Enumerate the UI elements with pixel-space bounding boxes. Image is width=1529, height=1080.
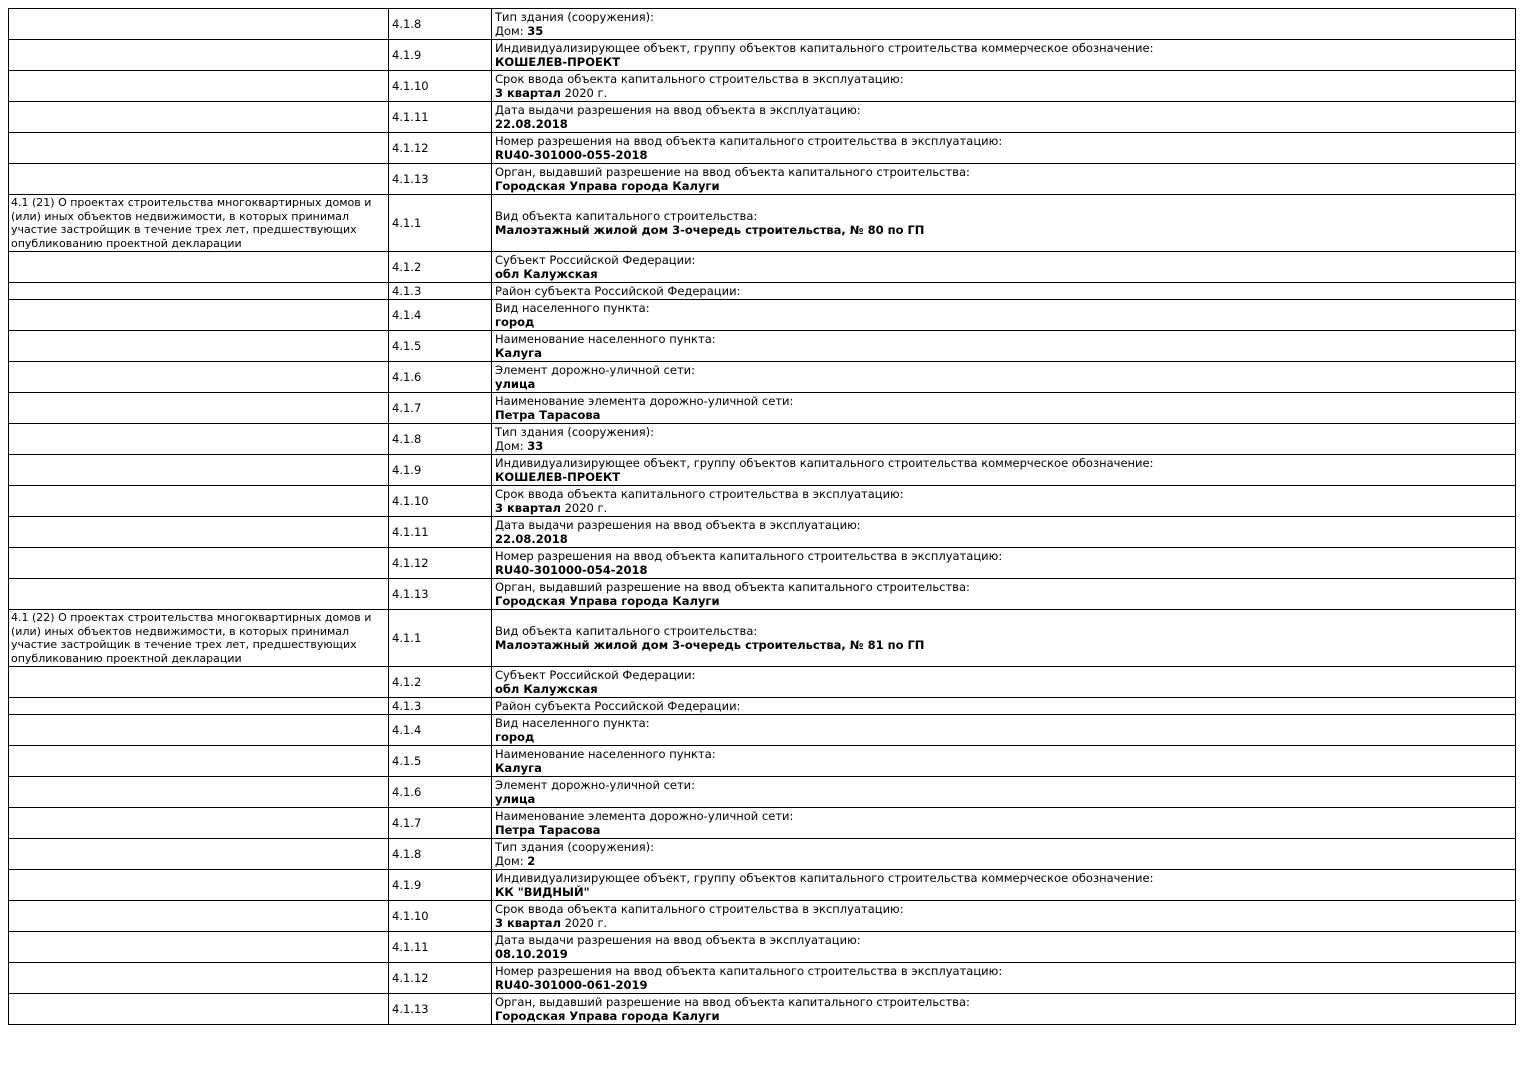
table-row — [9, 579, 1516, 610]
table-row — [9, 9, 1516, 40]
row-value — [495, 885, 1512, 899]
row-value-bold: город — [495, 315, 535, 329]
row-value-bold: 3 квартал — [495, 501, 561, 515]
section-description-empty — [9, 667, 389, 698]
table-row — [9, 424, 1516, 455]
section-description-empty — [9, 164, 389, 195]
row-value — [495, 117, 1512, 131]
row-content — [492, 133, 1516, 164]
row-code: 4.1.1 — [389, 195, 492, 252]
row-label: Наименование элемента дорожно-уличной сети: — [495, 809, 794, 823]
section-description-empty — [9, 300, 389, 331]
row-content — [492, 610, 1516, 667]
row-code: 4.1.12 — [389, 548, 492, 579]
row-code: 4.1.7 — [389, 393, 492, 424]
row-label: Дата выдачи разрешения на ввод объекта в эксплуатацию: — [495, 518, 861, 532]
row-value — [495, 223, 1512, 237]
row-code: 4.1.5 — [389, 331, 492, 362]
row-value-prefix: Дом: — [495, 854, 528, 868]
row-value-bold: улица — [495, 377, 536, 391]
row-label: Наименование населенного пункта: — [495, 747, 716, 761]
row-code: 4.1.8 — [389, 9, 492, 40]
row-value — [495, 823, 1512, 837]
row-label: Индивидуализирующее объект, группу объектов капитального строительства коммерческое обозначение: — [495, 871, 1154, 885]
row-code: 4.1.2 — [389, 667, 492, 698]
row-value — [495, 916, 1512, 930]
row-content — [492, 283, 1516, 300]
row-value — [495, 315, 1512, 329]
section-description — [9, 9, 389, 40]
row-value — [495, 947, 1512, 961]
row-content — [492, 486, 1516, 517]
table-row — [9, 715, 1516, 746]
table-row — [9, 808, 1516, 839]
row-value-bold: RU40-301000-054-2018 — [495, 563, 648, 577]
section-description-empty — [9, 517, 389, 548]
row-value — [495, 86, 1512, 100]
row-label: Срок ввода объекта капитального строительства в эксплуатацию: — [495, 902, 904, 916]
row-label: Номер разрешения на ввод объекта капитального строительства в эксплуатацию: — [495, 134, 1003, 148]
section-description-empty — [9, 715, 389, 746]
row-value-bold: 2 — [527, 854, 536, 868]
row-value-bold: 08.10.2019 — [495, 947, 568, 961]
section-description-empty — [9, 331, 389, 362]
row-code: 4.1.5 — [389, 746, 492, 777]
row-value-bold: город — [495, 730, 535, 744]
row-value — [495, 148, 1512, 162]
row-value-bold: Малоэтажный жилой дом 3-очередь строительства, № 80 по ГП — [495, 223, 925, 237]
row-label: Орган, выдавший разрешение на ввод объекта капитального строительства: — [495, 995, 970, 1009]
row-content — [492, 517, 1516, 548]
section-description-empty — [9, 393, 389, 424]
row-content — [492, 839, 1516, 870]
row-value — [495, 470, 1512, 484]
row-label: Тип здания (сооружения): — [495, 10, 655, 24]
row-content — [492, 777, 1516, 808]
row-content — [492, 994, 1516, 1025]
row-code: 4.1.10 — [389, 486, 492, 517]
row-content — [492, 746, 1516, 777]
section-description: 4.1 (21) О проектах строительства многоквартирных домов и (или) иных объектов недвижимости, в которых принимал участие застройщик в течение трех лет, предшествующих опубликованию проектной декларации — [9, 195, 389, 252]
row-value — [495, 179, 1512, 193]
row-value — [495, 501, 1512, 515]
declaration-table-body — [9, 9, 1516, 1025]
section-description-empty — [9, 133, 389, 164]
row-label: Номер разрешения на ввод объекта капитального строительства в эксплуатацию: — [495, 549, 1003, 563]
row-content — [492, 362, 1516, 393]
section-description-empty — [9, 486, 389, 517]
row-value-bold: улица — [495, 792, 536, 806]
row-code: 4.1.4 — [389, 715, 492, 746]
section-description-empty — [9, 870, 389, 901]
table-row — [9, 994, 1516, 1025]
table-row — [9, 393, 1516, 424]
table-row — [9, 667, 1516, 698]
row-value-prefix: Дом: — [495, 24, 528, 38]
row-value — [495, 638, 1512, 652]
row-label: Вид объекта капитального строительства: — [495, 624, 758, 638]
row-value — [495, 594, 1512, 608]
row-label: Субъект Российской Федерации: — [495, 253, 696, 267]
row-code: 4.1.4 — [389, 300, 492, 331]
section-description-empty — [9, 808, 389, 839]
table-row — [9, 901, 1516, 932]
row-value-suffix: 2020 г. — [560, 916, 608, 930]
row-content — [492, 698, 1516, 715]
row-value-bold: обл Калужская — [495, 682, 598, 696]
row-value — [495, 346, 1512, 360]
row-content — [492, 393, 1516, 424]
section-description-empty — [9, 901, 389, 932]
row-code: 4.1.10 — [389, 901, 492, 932]
row-value — [495, 563, 1512, 577]
table-row — [9, 517, 1516, 548]
table-row — [9, 610, 1516, 667]
row-value — [495, 761, 1512, 775]
row-value-bold: 22.08.2018 — [495, 532, 568, 546]
row-content — [492, 9, 1516, 40]
table-row — [9, 71, 1516, 102]
row-label: Срок ввода объекта капитального строительства в эксплуатацию: — [495, 72, 904, 86]
row-value-suffix: 2020 г. — [560, 86, 608, 100]
row-content — [492, 40, 1516, 71]
row-code: 4.1.7 — [389, 808, 492, 839]
section-description-empty — [9, 71, 389, 102]
row-value — [495, 682, 1512, 696]
table-row — [9, 486, 1516, 517]
row-content — [492, 870, 1516, 901]
section-description-empty — [9, 579, 389, 610]
row-label: Тип здания (сооружения): — [495, 840, 655, 854]
row-content — [492, 102, 1516, 133]
row-value-bold: Малоэтажный жилой дом 3-очередь строительства, № 81 по ГП — [495, 638, 925, 652]
table-row — [9, 300, 1516, 331]
section-description-empty — [9, 40, 389, 71]
row-code: 4.1.10 — [389, 71, 492, 102]
row-content — [492, 808, 1516, 839]
row-label: Район субъекта Российской Федерации: — [495, 284, 741, 298]
section-description-empty — [9, 283, 389, 300]
table-row — [9, 164, 1516, 195]
row-label: Субъект Российской Федерации: — [495, 668, 696, 682]
table-row — [9, 698, 1516, 715]
row-label: Орган, выдавший разрешение на ввод объекта капитального строительства: — [495, 580, 970, 594]
table-row — [9, 252, 1516, 283]
row-content — [492, 424, 1516, 455]
row-code: 4.1.1 — [389, 610, 492, 667]
row-label: Вид объекта капитального строительства: — [495, 209, 758, 223]
row-label: Индивидуализирующее объект, группу объектов капитального строительства коммерческое обозначение: — [495, 41, 1154, 55]
section-description-empty — [9, 424, 389, 455]
row-value — [495, 439, 1512, 453]
row-content — [492, 252, 1516, 283]
section-description-empty — [9, 455, 389, 486]
table-row — [9, 362, 1516, 393]
row-content — [492, 667, 1516, 698]
table-row — [9, 746, 1516, 777]
row-label: Вид населенного пункта: — [495, 301, 650, 315]
row-code: 4.1.11 — [389, 102, 492, 133]
table-row — [9, 870, 1516, 901]
table-row — [9, 283, 1516, 300]
section-description-empty — [9, 698, 389, 715]
row-content — [492, 715, 1516, 746]
row-label: Элемент дорожно-уличной сети: — [495, 363, 696, 377]
table-row — [9, 102, 1516, 133]
row-code: 4.1.9 — [389, 455, 492, 486]
row-value — [495, 55, 1512, 69]
section-description-empty — [9, 963, 389, 994]
row-content — [492, 932, 1516, 963]
row-code: 4.1.12 — [389, 963, 492, 994]
table-row — [9, 133, 1516, 164]
row-label: Район субъекта Российской Федерации: — [495, 699, 741, 713]
row-code: 4.1.8 — [389, 424, 492, 455]
row-code: 4.1.6 — [389, 362, 492, 393]
row-code: 4.1.9 — [389, 870, 492, 901]
row-code: 4.1.3 — [389, 698, 492, 715]
row-value-bold: 3 квартал — [495, 86, 561, 100]
row-value-bold: RU40-301000-055-2018 — [495, 148, 648, 162]
table-row — [9, 932, 1516, 963]
section-description-empty — [9, 362, 389, 393]
row-value-bold: Городская Управа города Калуги — [495, 1009, 720, 1023]
row-value-prefix: Дом: — [495, 439, 528, 453]
row-content — [492, 195, 1516, 252]
row-code: 4.1.11 — [389, 932, 492, 963]
row-content — [492, 963, 1516, 994]
declaration-table — [8, 8, 1516, 1025]
row-label: Орган, выдавший разрешение на ввод объекта капитального строительства: — [495, 165, 970, 179]
row-value-bold: 22.08.2018 — [495, 117, 568, 131]
row-value-bold: 3 квартал — [495, 916, 561, 930]
section-description-empty — [9, 932, 389, 963]
table-row — [9, 331, 1516, 362]
row-label: Дата выдачи разрешения на ввод объекта в эксплуатацию: — [495, 103, 861, 117]
row-value-bold: Городская Управа города Калуги — [495, 179, 720, 193]
table-row — [9, 455, 1516, 486]
table-row — [9, 963, 1516, 994]
row-content — [492, 331, 1516, 362]
row-value-bold: Калуга — [495, 346, 542, 360]
row-value-bold: 33 — [527, 439, 544, 453]
row-code: 4.1.13 — [389, 994, 492, 1025]
row-code: 4.1.3 — [389, 283, 492, 300]
row-content — [492, 548, 1516, 579]
section-description-empty — [9, 102, 389, 133]
row-content — [492, 164, 1516, 195]
table-row — [9, 548, 1516, 579]
section-description-empty — [9, 548, 389, 579]
row-content — [492, 71, 1516, 102]
row-code: 4.1.13 — [389, 579, 492, 610]
row-label: Индивидуализирующее объект, группу объектов капитального строительства коммерческое обозначение: — [495, 456, 1154, 470]
section-description-empty — [9, 777, 389, 808]
row-code: 4.1.9 — [389, 40, 492, 71]
row-content — [492, 579, 1516, 610]
row-value-bold: КК "ВИДНЫЙ" — [495, 885, 590, 899]
row-label: Номер разрешения на ввод объекта капитального строительства в эксплуатацию: — [495, 964, 1003, 978]
row-content — [492, 455, 1516, 486]
row-value-suffix: 2020 г. — [560, 501, 608, 515]
row-code: 4.1.2 — [389, 252, 492, 283]
table-row — [9, 40, 1516, 71]
row-value — [495, 792, 1512, 806]
row-code: 4.1.8 — [389, 839, 492, 870]
row-value — [495, 377, 1512, 391]
row-label: Вид населенного пункта: — [495, 716, 650, 730]
row-value — [495, 854, 1512, 868]
row-value-bold: Городская Управа города Калуги — [495, 594, 720, 608]
row-code: 4.1.11 — [389, 517, 492, 548]
row-value-bold: Петра Тарасова — [495, 408, 601, 422]
table-row — [9, 777, 1516, 808]
row-label: Наименование населенного пункта: — [495, 332, 716, 346]
row-label: Тип здания (сооружения): — [495, 425, 655, 439]
row-value-bold: Калуга — [495, 761, 542, 775]
section-description-empty — [9, 839, 389, 870]
row-code: 4.1.12 — [389, 133, 492, 164]
row-content — [492, 901, 1516, 932]
row-value — [495, 267, 1512, 281]
section-description-empty — [9, 252, 389, 283]
row-content — [492, 300, 1516, 331]
row-label: Срок ввода объекта капитального строительства в эксплуатацию: — [495, 487, 904, 501]
row-value — [495, 408, 1512, 422]
row-value — [495, 978, 1512, 992]
row-code: 4.1.6 — [389, 777, 492, 808]
table-row — [9, 839, 1516, 870]
row-value — [495, 532, 1512, 546]
row-value — [495, 1009, 1512, 1023]
section-description-empty — [9, 994, 389, 1025]
row-value — [495, 24, 1512, 38]
row-value-bold: 35 — [527, 24, 544, 38]
row-label: Наименование элемента дорожно-уличной сети: — [495, 394, 794, 408]
section-description: 4.1 (22) О проектах строительства многоквартирных домов и (или) иных объектов недвижимости, в которых принимал участие застройщик в течение трех лет, предшествующих опубликованию проектной декларации — [9, 610, 389, 667]
row-label: Элемент дорожно-уличной сети: — [495, 778, 696, 792]
row-value-bold: КОШЕЛЕВ-ПРОЕКТ — [495, 470, 621, 484]
row-value-bold: Петра Тарасова — [495, 823, 601, 837]
row-value — [495, 730, 1512, 744]
row-value-bold: КОШЕЛЕВ-ПРОЕКТ — [495, 55, 621, 69]
row-label: Дата выдачи разрешения на ввод объекта в эксплуатацию: — [495, 933, 861, 947]
row-code: 4.1.13 — [389, 164, 492, 195]
row-value-bold: RU40-301000-061-2019 — [495, 978, 648, 992]
table-row — [9, 195, 1516, 252]
row-value-bold: обл Калужская — [495, 267, 598, 281]
section-description-empty — [9, 746, 389, 777]
